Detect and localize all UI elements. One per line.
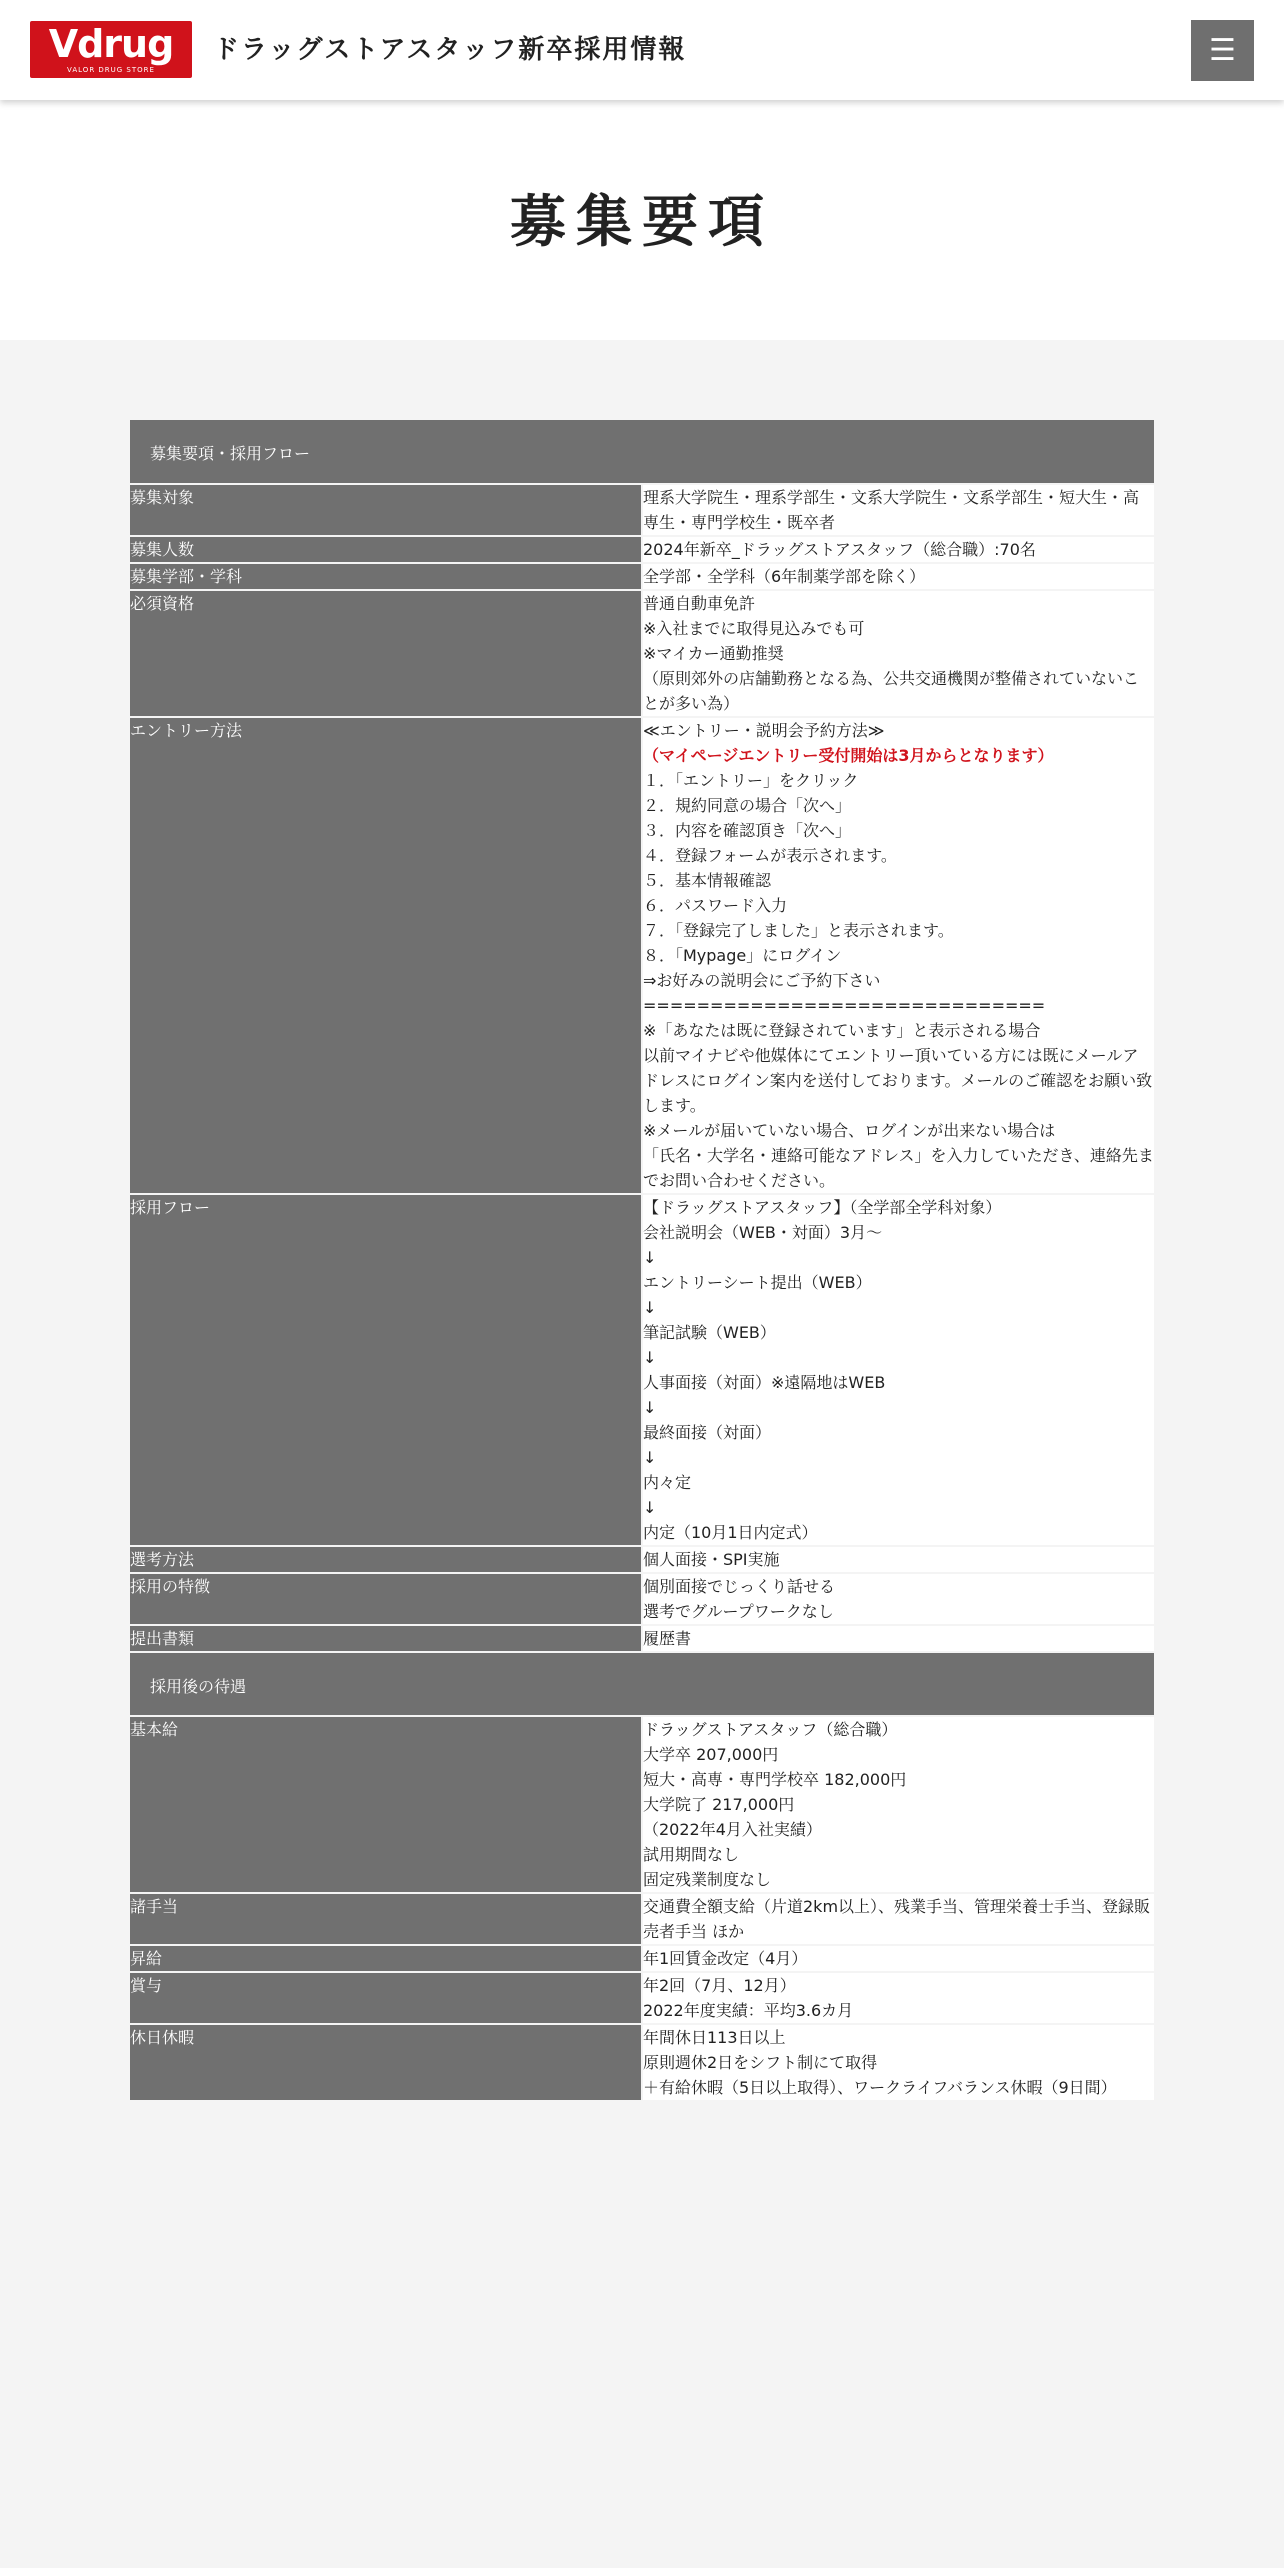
row-label: 賞与 bbox=[130, 1972, 642, 2024]
table-row bbox=[130, 1945, 1154, 1972]
row-value: 履歴書 bbox=[642, 1625, 1154, 1652]
table-row bbox=[130, 1716, 1154, 1893]
entry-steps: １．「エントリー」をクリック ２．規約同意の場合「次へ」 ３．内容を確認頂き「次へ」 ４．登録フォームが表示されます。 ５．基本情報確認 ６．パスワード入力 ７．「登録完了しました」と表示されます。 ８．「Mypage」にログイン ⇒お好みの説明会にご予約下さい ============================== ※「あなたは既に登録されています」と表示される場合 以前マイナビや他媒体にてエントリー頂いている方には既にメールアドレスにログイン案内を送付しております。メールのご確認をお願い致します。 ※メールが届いていない場合、ログインが出来ない場合は 「氏名・大学名・連絡可能なアドレス」を入力していただき、連絡先までお問い合わせください。 bbox=[643, 771, 1154, 1190]
page-title: 募集要項 bbox=[510, 190, 774, 255]
table-row bbox=[130, 1546, 1154, 1573]
row-value: 普通自動車免許 ※入社までに取得見込みでも可 ※マイカー通勤推奨 （原則郊外の店舗勤務となる為、公共交通機関が整備されていないことが多い為） bbox=[642, 590, 1154, 717]
row-value: 理系大学院生・理系学部生・文系大学院生・文系学部生・短大生・高専生・専門学校生・既卒者 bbox=[642, 484, 1154, 536]
row-value: 【ドラッグストアスタッフ】（全学部全学科対象） 会社説明会（WEB・対面）3月～ ↓ エントリーシート提出（WEB） ↓ 筆記試験（WEB） ↓ 人事面接（対面）※遠隔地はWEB ↓ 最終面接（対面） ↓ 内々定 ↓ 内定（10月1日内定式） bbox=[642, 1194, 1154, 1546]
entry-method-intro: ≪エントリー・説明会予約方法≫ bbox=[643, 721, 885, 740]
row-value: 交通費全額支給（片道2km以上）、残業手当、管理栄養士手当、登録販売者手当 ほか bbox=[642, 1893, 1154, 1945]
row-value: 年1回賃金改定（4月） bbox=[642, 1945, 1154, 1972]
row-label: 募集人数 bbox=[130, 536, 642, 563]
table-row bbox=[130, 563, 1154, 590]
site-title[interactable]: ドラッグストアスタッフ新卒採用情報 bbox=[213, 35, 687, 65]
table-row bbox=[130, 1893, 1154, 1945]
vdrug-logo[interactable] bbox=[30, 21, 192, 78]
table-row bbox=[130, 1573, 1154, 1625]
row-label: 募集学部・学科 bbox=[130, 563, 642, 590]
row-label: 提出書類 bbox=[130, 1625, 642, 1652]
table-row bbox=[130, 1972, 1154, 2024]
table-row bbox=[130, 1625, 1154, 1652]
menu-button[interactable] bbox=[1191, 20, 1254, 81]
row-label: 採用の特徴 bbox=[130, 1573, 642, 1625]
row-value-entry-method bbox=[642, 717, 1154, 1194]
row-label: 採用フロー bbox=[130, 1194, 642, 1546]
logo-wordmark: Vdrug bbox=[48, 22, 174, 66]
table-row bbox=[130, 536, 1154, 563]
row-label: 基本給 bbox=[130, 1716, 642, 1893]
row-label: 昇給 bbox=[130, 1945, 642, 1972]
entry-notice-red: （マイページエントリー受付開始は3月からとなります） bbox=[643, 746, 1054, 765]
row-label: 必須資格 bbox=[130, 590, 642, 717]
row-value: 全学部・全学科（6年制薬学部を除く） bbox=[642, 563, 1154, 590]
requirements-table bbox=[130, 420, 1154, 2102]
row-label: 選考方法 bbox=[130, 1546, 642, 1573]
site-header bbox=[0, 0, 1284, 100]
row-value: 個別面接でじっくり話せる 選考でグループワークなし bbox=[642, 1573, 1154, 1625]
logo-subtext: VALOR DRUG STORE bbox=[67, 66, 155, 74]
row-label: 休日休暇 bbox=[130, 2024, 642, 2101]
table-row bbox=[130, 717, 1154, 1194]
table-row bbox=[130, 2024, 1154, 2101]
table-row bbox=[130, 1194, 1154, 1546]
table-row bbox=[130, 484, 1154, 536]
row-value: ドラッグストアスタッフ（総合職） 大学卒 207,000円 短大・高専・専門学校卒 182,000円 大学院了 217,000円 （2022年4月入社実績） 試用期間なし 固定残業制度なし bbox=[642, 1716, 1154, 1893]
page-title-band bbox=[0, 100, 1284, 340]
section-header-row bbox=[130, 420, 1154, 484]
section-heading: 採用後の待遇 bbox=[130, 1652, 1154, 1716]
section-heading: 募集要項・採用フロー bbox=[130, 420, 1154, 484]
section-header-row bbox=[130, 1652, 1154, 1716]
row-label: 募集対象 bbox=[130, 484, 642, 536]
table-row bbox=[130, 590, 1154, 717]
hamburger-icon: ☰ bbox=[1209, 33, 1236, 68]
row-value: 年間休日113日以上 原則週休2日をシフト制にて取得 ＋有給休暇（5日以上取得）、ワークライフバランス休暇（9日間） bbox=[642, 2024, 1154, 2101]
row-label: エントリー方法 bbox=[130, 717, 642, 1194]
row-value: 2024年新卒_ドラッグストアスタッフ（総合職）:70名 bbox=[642, 536, 1154, 563]
row-value: 個人面接・SPI実施 bbox=[642, 1546, 1154, 1573]
row-value: 年2回（7月、12月） 2022年度実績：平均3.6カ月 bbox=[642, 1972, 1154, 2024]
row-label: 諸手当 bbox=[130, 1893, 642, 1945]
